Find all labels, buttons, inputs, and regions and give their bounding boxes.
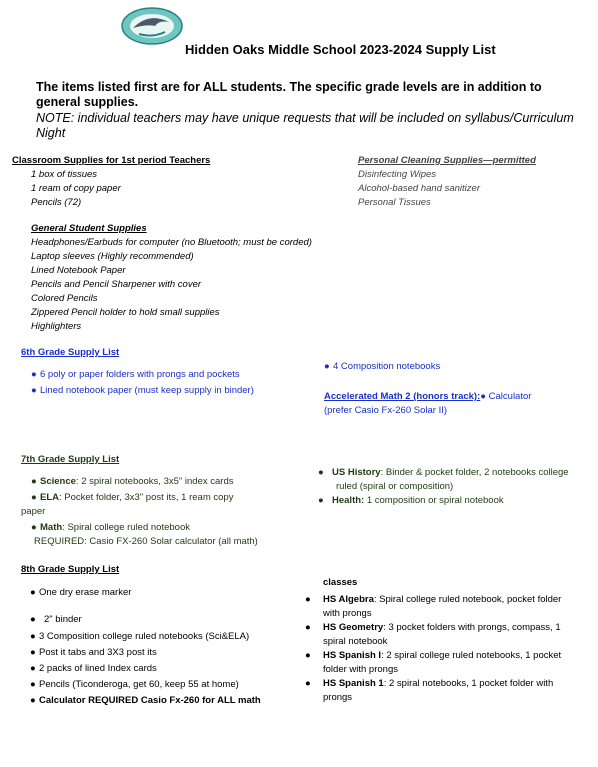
- text: : 2 spiral college ruled notebooks, 1 pocket: [381, 650, 562, 661]
- list-item: [305, 593, 561, 607]
- ela-text-2: paper: [21, 506, 46, 517]
- grade7-heading: 7th Grade Supply List: [21, 454, 120, 465]
- text: folder with prongs: [323, 664, 398, 675]
- list-item: [31, 368, 254, 382]
- list-item-text: 2 packs of lined Index cards: [39, 663, 157, 674]
- list-item: [305, 649, 561, 663]
- list-item-text: Calculator REQUIRED Casio Fx-260 for ALL math: [39, 695, 261, 706]
- bullet-icon: ●: [31, 492, 37, 503]
- list-item: [318, 494, 569, 508]
- accel-text-2: (prefer Casio Fx-260 Solar II): [324, 405, 448, 416]
- bullet-icon: ●: [30, 631, 36, 642]
- grade8-left: [30, 586, 261, 708]
- accel-text: Calculator: [486, 391, 532, 402]
- list-item: [30, 586, 261, 600]
- classroom-heading: Classroom Supplies for 1st period Teachers: [12, 155, 211, 166]
- label: HS Geometry: [323, 622, 384, 633]
- classes-label: classes: [323, 577, 358, 588]
- bullet-icon: ●: [30, 663, 36, 674]
- bullet-icon: ●: [305, 678, 311, 689]
- text: : 2 spiral notebooks, 1 pocket folder with: [383, 678, 554, 689]
- list-item: [305, 677, 561, 691]
- intro-note: NOTE: individual teachers may have unique requests that will be included on syllabus/Curriculum Night: [36, 111, 574, 140]
- list-item-text: 6 poly or paper folders with prongs and pockets: [40, 369, 240, 380]
- text: ruled (spiral or composition): [336, 481, 454, 492]
- list-item: [30, 613, 261, 627]
- bullet-icon: ●: [318, 467, 324, 478]
- list-item: [324, 360, 531, 374]
- list-item: [30, 678, 261, 692]
- list-item: [30, 694, 261, 708]
- school-logo-icon: [119, 4, 185, 48]
- accel-heading: Accelerated Math 2 (honors track):: [324, 391, 481, 402]
- label: Math: [40, 522, 63, 533]
- bullet-icon: ●: [31, 476, 37, 487]
- list-item: [30, 630, 261, 644]
- list-item-text: Post it tabs and 3X3 post its: [39, 647, 157, 658]
- list-item: Pencils and Pencil Sharpener with cover: [31, 279, 202, 290]
- text: : 3 pocket folders with prongs, compass, 1: [383, 622, 561, 633]
- grade6-right: [324, 360, 531, 418]
- intro-block: [36, 80, 576, 141]
- bullet-icon: ●: [30, 695, 36, 706]
- list-item: Lined Notebook Paper: [31, 265, 126, 276]
- bullet-icon: ●: [31, 369, 37, 380]
- list-item: [305, 621, 561, 635]
- list-item: Personal Tissues: [358, 197, 431, 208]
- bullet-icon: ●: [31, 385, 37, 396]
- list-item: [31, 491, 258, 505]
- text: : 2 spiral notebooks, 3x5" index cards: [75, 476, 234, 487]
- list-item: Pencils (72): [31, 197, 82, 208]
- grade7-right: [318, 466, 569, 508]
- text: : Pocket folder, 3x3" post its, 1 ream copy: [59, 492, 234, 503]
- list-item: Laptop sleeves (Highly recommended): [31, 251, 194, 262]
- general-heading: General Student Supplies: [31, 223, 147, 234]
- label: HS Spanish I: [323, 650, 382, 661]
- label: HS Algebra: [323, 594, 374, 605]
- list-item: Highlighters: [31, 321, 82, 332]
- list-item: [30, 662, 261, 676]
- list-item-text: 3 Composition college ruled notebooks (Sci&ELA): [39, 631, 250, 642]
- bullet-icon: ●: [30, 614, 36, 625]
- list-item-text: 4 Composition notebooks: [333, 361, 441, 372]
- label: HS Spanish 1: [323, 678, 384, 689]
- bullet-icon: ●: [30, 647, 36, 658]
- grade7-section: [21, 453, 258, 549]
- text: with prongs: [323, 608, 372, 619]
- text: : Spiral college ruled notebook: [62, 522, 190, 533]
- bullet-icon: ●: [318, 495, 324, 506]
- cleaning-supplies-section: [358, 154, 536, 210]
- label: Science: [40, 476, 76, 487]
- bullet-icon: ●: [305, 594, 311, 605]
- intro-text: The items listed first are for ALL students. The specific grade levels are in addition to general supplies.: [36, 80, 542, 109]
- cleaning-heading: Personal Cleaning Supplies—permitted: [358, 155, 536, 166]
- list-item: Zippered Pencil holder to hold small supplies: [31, 307, 220, 318]
- list-item: [31, 384, 254, 398]
- list-item: Disinfecting Wipes: [358, 169, 437, 180]
- text: : Spiral college ruled notebook, pocket folder: [373, 594, 562, 605]
- grade8-section: [21, 563, 119, 577]
- text: 1 composition or spiral notebook: [364, 495, 504, 506]
- grade8-right: [305, 576, 561, 705]
- list-item: [31, 521, 258, 535]
- list-item: Alcohol-based hand sanitizer: [358, 183, 480, 194]
- required-calculator: REQUIRED: Casio FX-260 Solar calculator (all math): [34, 536, 258, 547]
- list-item: Headphones/Earbuds for computer (no Bluetooth; must be corded): [31, 237, 312, 248]
- list-item: 1 ream of copy paper: [31, 183, 121, 194]
- bullet-icon: ●: [305, 622, 311, 633]
- page-title: Hidden Oaks Middle School 2023-2024 Supply List: [185, 42, 496, 57]
- grade8-heading: 8th Grade Supply List: [21, 564, 120, 575]
- list-item: [30, 646, 261, 660]
- grade6-heading: 6th Grade Supply List: [21, 347, 120, 358]
- label: ELA: [40, 492, 59, 503]
- grade6-section: [21, 346, 254, 398]
- text: spiral notebook: [323, 636, 388, 647]
- list-item-text: Lined notebook paper (must keep supply in binder): [40, 385, 254, 396]
- list-item: Colored Pencils: [31, 293, 98, 304]
- bullet-icon: ●: [30, 587, 36, 598]
- list-item-text: Pencils (Ticonderoga, get 60, keep 55 at home): [39, 679, 239, 690]
- text: prongs: [323, 692, 353, 703]
- general-supplies-section: [31, 222, 312, 334]
- list-item: 1 box of tissues: [31, 169, 98, 180]
- bullet-icon: ●: [324, 361, 330, 372]
- label: Health:: [332, 495, 365, 506]
- text: : Binder & pocket folder, 2 notebooks college: [380, 467, 569, 478]
- bullet-icon: ●: [30, 679, 36, 690]
- list-item: [31, 475, 258, 489]
- accelerated-math: [324, 390, 531, 404]
- list-item-text: 2" binder: [44, 614, 82, 625]
- bullet-icon: ●: [480, 391, 487, 402]
- list-item: [318, 466, 569, 480]
- classroom-supplies-section: [12, 154, 210, 210]
- label: US History: [332, 467, 381, 478]
- list-item-text: One dry erase marker: [39, 587, 132, 598]
- bullet-icon: ●: [31, 522, 37, 533]
- bullet-icon: ●: [305, 650, 311, 661]
